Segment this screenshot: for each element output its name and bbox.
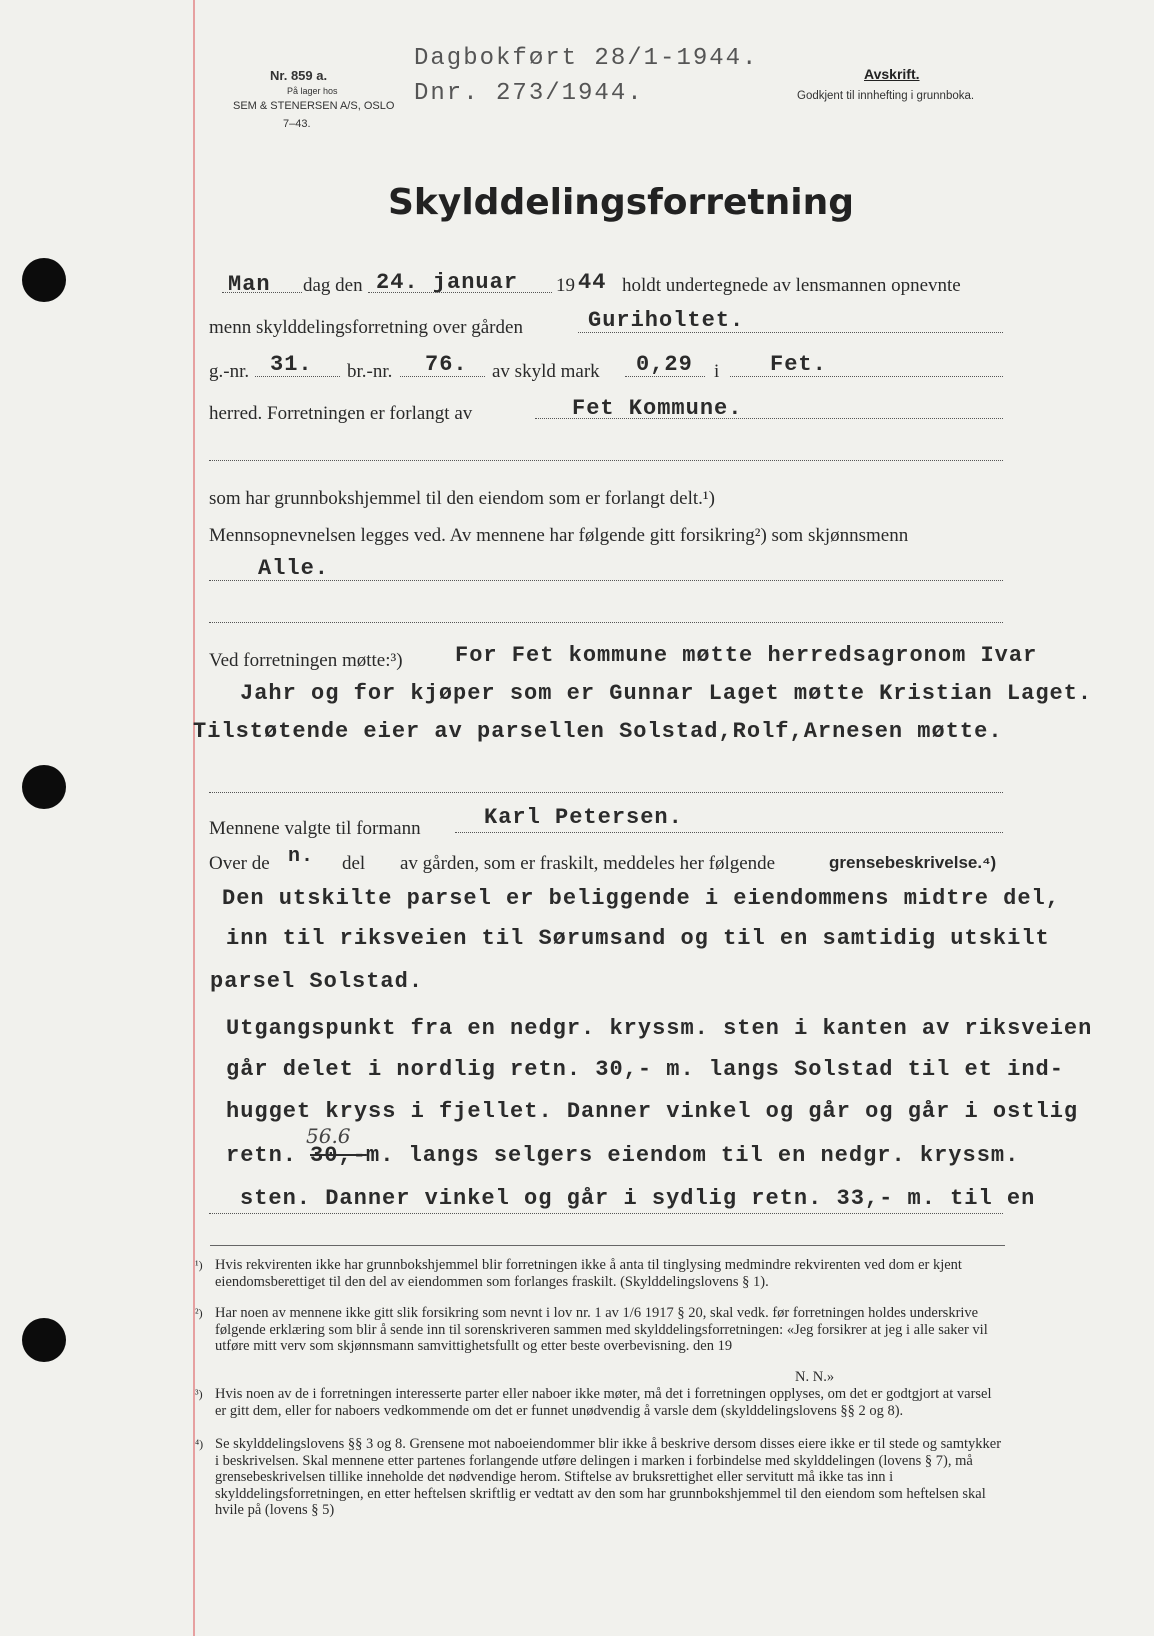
- label-gnr: g.-nr.: [209, 361, 250, 382]
- label-grense: grensebeskrivelse.⁴): [829, 853, 997, 872]
- desc-line: m. langs selgers eiendom til en nedgr. kryssm.: [366, 1143, 1020, 1168]
- printer-line: På lager hos: [287, 86, 338, 96]
- journal-number: Dnr. 273/1944.: [414, 80, 644, 107]
- line5-text: som har grunnbokshjemmel til den eiendom som er forlangt delt.¹): [209, 488, 715, 509]
- punch-hole: [22, 258, 66, 302]
- printer-name: SEM & STENERSEN A/S, OSLO: [233, 100, 395, 112]
- journal-stamp: Dagbokført 28/1-1944.: [414, 45, 759, 72]
- footnote-text: Har noen av mennene ikke gitt slik forsikring som nevnt i lov nr. 1 av 1/6 1917 § 20, skal vedk. før forretningen holdes underskrive følgende erklæring som blir å sende inn til sorenskriveren sammen med skylddelingsforretningen: «Jeg forsikrer at jeg i alle saker vil utføre mitt verv som skjønnsmann samvittighetsfullt og etter beste overbevisning. den 19: [215, 1305, 988, 1354]
- label-del: del: [342, 853, 366, 874]
- desc-line: hugget kryss i fjellet. Danner vinkel og går og går i ostlig: [226, 1099, 1079, 1124]
- mote-line-1: For Fet kommune møtte herredsagronom Ivar: [455, 643, 1038, 668]
- footnote-text: Hvis noen av de i forretningen interesserte parter eller naboer ikke møter, må det i forretningen opplyses, om det er godtgjort at varsel er gitt dem, eller for naboers vedkommende om det er funnet unødvendig å varsle dem (skylddelingslovens §§ 2 og 8).: [215, 1386, 992, 1419]
- sworn-value: Alle.: [258, 556, 330, 581]
- desc-line: sten. Danner vinkel og går i sydlig retn. 33,- m. til en: [240, 1186, 1036, 1211]
- footnote-mark: ¹): [195, 1258, 203, 1272]
- skyld-value: 0,29: [636, 352, 693, 377]
- formann-value: Karl Petersen.: [484, 805, 683, 830]
- desc-line: Utgangspunkt fra en nedgr. kryssm. sten i kanten av riksveien: [226, 1016, 1093, 1041]
- footnote-mark: ⁴): [195, 1437, 204, 1451]
- footnote-text: Se skylddelingslovens §§ 3 og 8. Grensene mot naboeiendommer blir ikke å beskrive dersom disses eiere ikke er til stede og samtykker i beskrivelsen. Skal mennene etter partenes forlangende utføre delingen i marken i forbindelse med skylddelingen (lovens § 7), må grensebeskrivelsen tillike inneholde det nødvendige herom. Stiftelse av bruksrettighet eller servitutt må ikke tas inn i skylddelingsforretningen, en etter heftelsen skriftlig er vedtatt av den som har grunnbokshjemmel til den eiendom som heftelsen skal hvile på (lovens § 5): [215, 1436, 1002, 1518]
- label-bnr: br.-nr.: [347, 361, 393, 382]
- document-title: Skylddelingsforretning: [388, 182, 855, 223]
- label-over-de: Over de: [209, 853, 270, 874]
- footnote-signature: [795, 1369, 995, 1386]
- footnote-text: Hvis rekvirenten ikke har grunnbokshjemmel blir forretningen ikke å anta til tinglysing medmindre rekvirenten ved dom er kjent eiendomsberettiget til den del av eiendommen som forlanges fraskilt. (Skylddelingslovens § 1).: [215, 1257, 962, 1290]
- form-number: Nr. 859 a.: [270, 68, 328, 83]
- footnote-text: N. N.»: [795, 1369, 835, 1385]
- desc-line: går delet i nordlig retn. 30,- m. langs Solstad til et ind-: [226, 1057, 1064, 1082]
- farm-name: Guriholtet.: [588, 308, 745, 333]
- desc-line: inn til riksveien til Sørumsand og til en samtidig utskilt: [226, 926, 1050, 951]
- struck-value: 30,-: [310, 1143, 367, 1168]
- punch-hole: [22, 765, 66, 809]
- label-skyld: av skyld mark: [492, 361, 600, 382]
- printer-date: 7–43.: [283, 118, 311, 130]
- line-over-de-text: av gården, som er fraskilt, meddeles her følgende: [400, 853, 776, 874]
- line4-text: herred. Forretningen er forlangt av: [209, 403, 473, 424]
- footnote-mark: ²): [195, 1306, 203, 1320]
- date-value: 24. januar: [376, 270, 519, 295]
- gnr-value: 31.: [270, 352, 313, 377]
- mote-line-2: Jahr og for kjøper som er Gunnar Laget møtte Kristian Laget.: [240, 681, 1093, 706]
- line6-text: Mennsopnevnelsen legges ved. Av mennene har følgende gitt forsikring²) som skjønnsmenn: [209, 525, 909, 546]
- label-retn: retn.: [226, 1143, 298, 1168]
- line1-text: holdt undertegnede av lensmannen opnevnte: [622, 275, 961, 296]
- bnr-value: 76.: [425, 352, 468, 377]
- handwritten-correction: 56.6: [306, 1124, 351, 1148]
- weekday: Man: [228, 272, 271, 297]
- requester: Fet Kommune.: [572, 396, 743, 421]
- footnote-mark: ³): [195, 1387, 203, 1401]
- footnote-separator: [210, 1245, 1005, 1246]
- footnote-3: [195, 1386, 1005, 1419]
- line2-text: menn skylddelingsforretning over gården: [209, 317, 523, 338]
- desc-line: Den utskilte parsel er beliggende i eiendommens midtre del,: [222, 886, 1060, 911]
- label-formann: Mennene valgte til formann: [209, 818, 421, 839]
- herred-place: Fet.: [770, 352, 827, 377]
- desc-line: parsel Solstad.: [210, 969, 424, 994]
- label-i: i: [714, 361, 720, 382]
- copy-note: Godkjent til innhefting i grunnboka.: [797, 90, 975, 102]
- year-suffix: 44: [578, 270, 607, 295]
- year-prefix: 19: [556, 275, 575, 296]
- label-dag-den: dag den: [303, 275, 363, 296]
- del-number: n.: [288, 845, 315, 868]
- mote-line-3: Tilstøtende eier av parsellen Solstad,Rolf,Arnesen møtte.: [193, 719, 1003, 744]
- label-mote: Ved forretningen møtte:³): [209, 650, 403, 671]
- punch-hole: [22, 1318, 66, 1362]
- copy-label: Avskrift.: [864, 66, 920, 82]
- footnote-1: [195, 1257, 1005, 1290]
- footnote-2: [195, 1305, 1005, 1355]
- footnote-4: [195, 1436, 1005, 1519]
